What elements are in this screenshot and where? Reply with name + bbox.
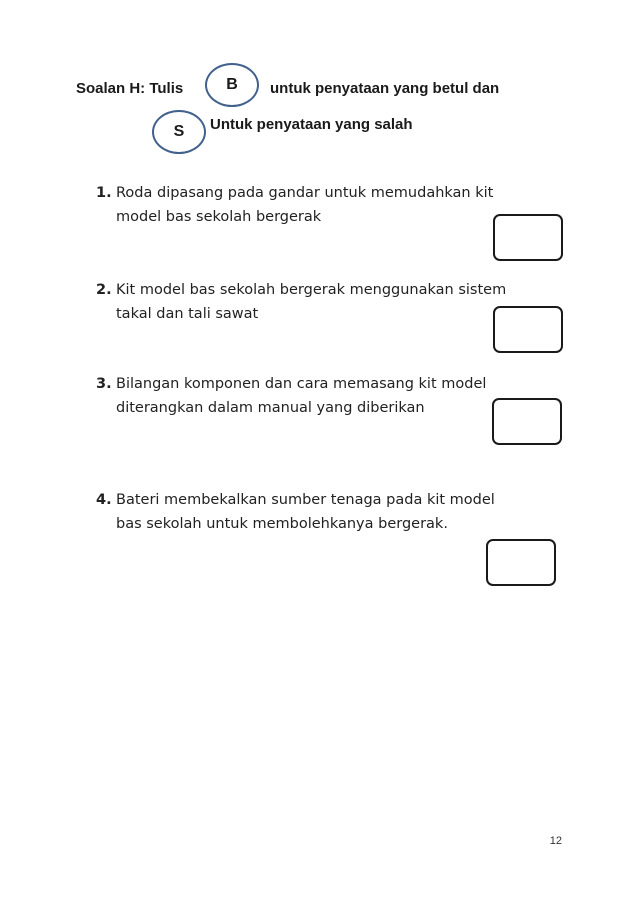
question-text-line2: bas sekolah untuk membolehkanya bergerak. [116, 516, 448, 532]
page-number: 12 [549, 835, 562, 847]
instruction-false-text: Untuk penyataan yang salah [210, 116, 413, 133]
question-text-line1: Kit model bas sekolah bergerak menggunakan sistem [116, 282, 507, 298]
question-text-line1: Bilangan komponen dan cara memasang kit model [116, 376, 487, 392]
question-text-line2: takal dan tali sawat [116, 306, 259, 322]
answer-box-4[interactable] [486, 539, 556, 586]
instruction-true-text: untuk penyataan yang betul dan [270, 80, 500, 97]
question-number: 4. [96, 492, 112, 508]
true-symbol-circle: B [205, 63, 259, 107]
answer-box-3[interactable] [492, 398, 562, 445]
instruction-lead: Soalan H: Tulis [76, 80, 184, 97]
false-symbol-circle: S [152, 110, 206, 154]
question-text-line1: Roda dipasang pada gandar untuk memudahkan kit [116, 185, 494, 201]
question-text-line1: Bateri membekalkan sumber tenaga pada kit model [116, 492, 495, 508]
question-number: 3. [96, 376, 112, 392]
question-number: 1. [96, 185, 112, 201]
answer-box-1[interactable] [493, 214, 563, 261]
answer-box-2[interactable] [493, 306, 563, 353]
question-text-line2: diterangkan dalam manual yang diberikan [116, 400, 425, 416]
question-text-line2: model bas sekolah bergerak [116, 209, 322, 225]
question-number: 2. [96, 282, 112, 298]
question-4 [96, 488, 566, 536]
